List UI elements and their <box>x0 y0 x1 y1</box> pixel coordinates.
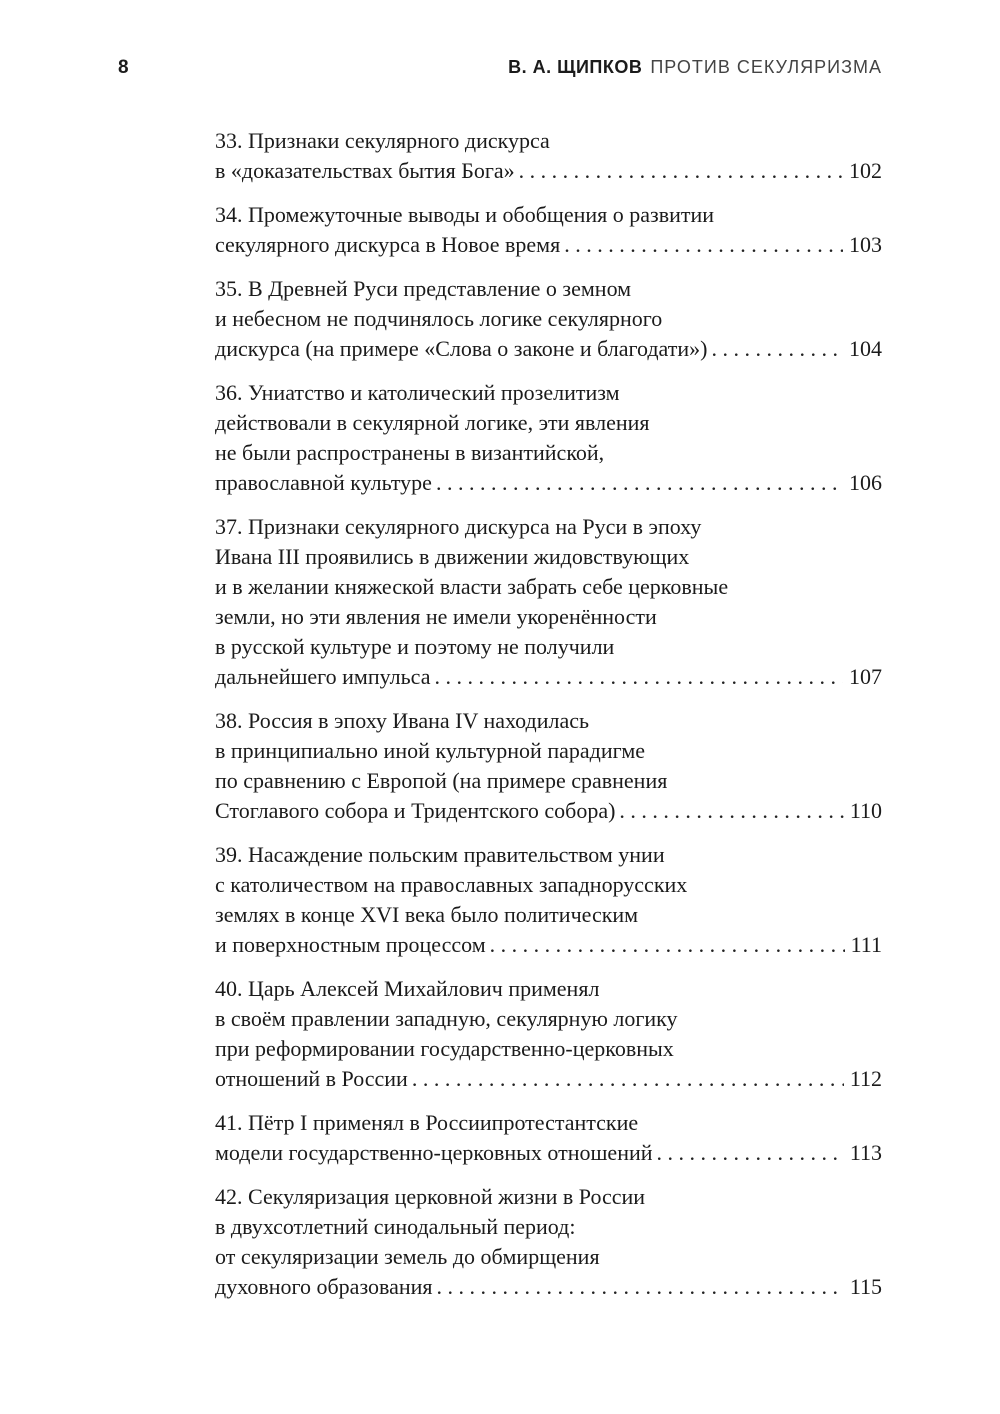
toc-entry-line: 40. Царь Алексей Михайлович применял <box>215 976 600 1001</box>
toc-page-number: 111 <box>850 932 882 957</box>
table-of-contents <box>215 126 882 1316</box>
toc-entry-line: православной культуре <box>215 470 432 495</box>
toc-entry-line: 34. Промежуточные выводы и обобщения о развитии <box>215 202 715 227</box>
toc-entry-line: в «доказательствах бытия Бога» <box>215 158 515 183</box>
toc-entry <box>215 126 882 186</box>
toc-entry <box>215 200 882 260</box>
running-header <box>0 57 1000 87</box>
toc-entry-line: 38. Россия в эпоху Ивана IV находилась <box>215 708 590 733</box>
toc-entry-line: от секуляризации земель до обмирщения <box>215 1244 600 1269</box>
toc-entry-line: дискурса (на примере «Слова о законе и благодати») <box>215 336 708 361</box>
dot-leader <box>437 1272 844 1302</box>
toc-entry <box>215 512 882 692</box>
toc-entry <box>215 1182 882 1302</box>
toc-page-number: 104 <box>849 336 882 361</box>
toc-page-number: 106 <box>849 470 882 495</box>
toc-entry-line: модели государственно-церковных отношений <box>215 1140 653 1165</box>
toc-page-number: 110 <box>849 798 882 823</box>
toc-entry-last-line <box>215 468 882 498</box>
author-name: В. А. ЩИПКОВ <box>508 57 643 77</box>
dot-leader <box>434 662 843 692</box>
dot-leader <box>657 1138 844 1168</box>
toc-entry-line: действовали в секулярной логике, эти явления <box>215 410 650 435</box>
toc-entry-last-line <box>215 230 882 260</box>
toc-entry-last-line <box>215 930 882 960</box>
book-title: ПРОТИВ СЕКУЛЯРИЗМА <box>650 57 882 77</box>
toc-entry-line: не были распространены в византийской, <box>215 440 605 465</box>
dot-leader <box>711 334 843 364</box>
toc-entry-line: землях в конце XVI века было политическим <box>215 902 639 927</box>
toc-entry-line: 35. В Древней Руси представление о земном <box>215 276 632 301</box>
toc-entry-line: духовного образования <box>215 1274 433 1299</box>
toc-entry-line: 41. Пётр I применял в Россиипротестантские <box>215 1110 639 1135</box>
toc-entry-line: в своём правлении западную, секулярную логику <box>215 1006 678 1031</box>
toc-entry-line: земли, но эти явления не имели укоренённости <box>215 604 657 629</box>
toc-entry-last-line <box>215 334 882 364</box>
toc-entry-line: Ивана III проявились в движении жидовствующих <box>215 544 690 569</box>
toc-page-number: 112 <box>849 1066 882 1091</box>
toc-entry-line: и поверхностным процессом <box>215 932 486 957</box>
running-head <box>508 57 882 78</box>
toc-entry-line: в русской культуре и поэтому не получили <box>215 634 615 659</box>
toc-entry-line: и небесном не подчинялось логике секулярного <box>215 306 663 331</box>
toc-entry-line: 42. Секуляризация церковной жизни в России <box>215 1184 646 1209</box>
toc-entry-last-line <box>215 796 882 826</box>
toc-entry <box>215 274 882 364</box>
toc-entry-line: по сравнению с Европой (на примере сравнения <box>215 768 668 793</box>
toc-page-number: 115 <box>849 1274 882 1299</box>
toc-entry-last-line <box>215 662 882 692</box>
dot-leader <box>619 796 843 826</box>
dot-leader <box>490 930 845 960</box>
toc-page-number: 103 <box>849 232 882 257</box>
toc-entry <box>215 706 882 826</box>
toc-page-number: 102 <box>849 158 882 183</box>
toc-entry-last-line <box>215 1272 882 1302</box>
toc-entry-line: в принципиально иной культурной парадигме <box>215 738 646 763</box>
toc-page-number: 107 <box>849 664 882 689</box>
dot-leader <box>564 230 843 260</box>
dot-leader <box>412 1064 844 1094</box>
toc-entry-line: в двухсотлетний синодальный период: <box>215 1214 576 1239</box>
page-number: 8 <box>118 57 130 78</box>
toc-entry-line: 37. Признаки секулярного дискурса на Руси в эпоху <box>215 514 702 539</box>
toc-entry-line: отношений в России <box>215 1066 408 1091</box>
toc-entry-line: 33. Признаки секулярного дискурса <box>215 128 550 153</box>
toc-entry <box>215 840 882 960</box>
toc-entry <box>215 974 882 1094</box>
toc-entry <box>215 1108 882 1168</box>
toc-entry-line: и в желании княжеской власти забрать себе церковные <box>215 574 729 599</box>
toc-entry-last-line <box>215 156 882 186</box>
toc-entry <box>215 378 882 498</box>
dot-leader <box>436 468 843 498</box>
toc-entry-line: при реформировании государственно-церковных <box>215 1036 674 1061</box>
toc-entry-line: дальнейшего импульса <box>215 664 431 689</box>
toc-entry-last-line <box>215 1064 882 1094</box>
dot-leader <box>519 156 843 186</box>
toc-entry-line: Стоглавого собора и Тридентского собора) <box>215 798 616 823</box>
toc-entry-line: 36. Униатство и католический прозелитизм <box>215 380 620 405</box>
toc-entry-line: 39. Насаждение польским правительством унии <box>215 842 665 867</box>
toc-entry-last-line <box>215 1138 882 1168</box>
toc-entry-line: секулярного дискурса в Новое время <box>215 232 561 257</box>
toc-page-number: 113 <box>849 1140 882 1165</box>
toc-entry-line: с католичеством на православных западнорусских <box>215 872 688 897</box>
